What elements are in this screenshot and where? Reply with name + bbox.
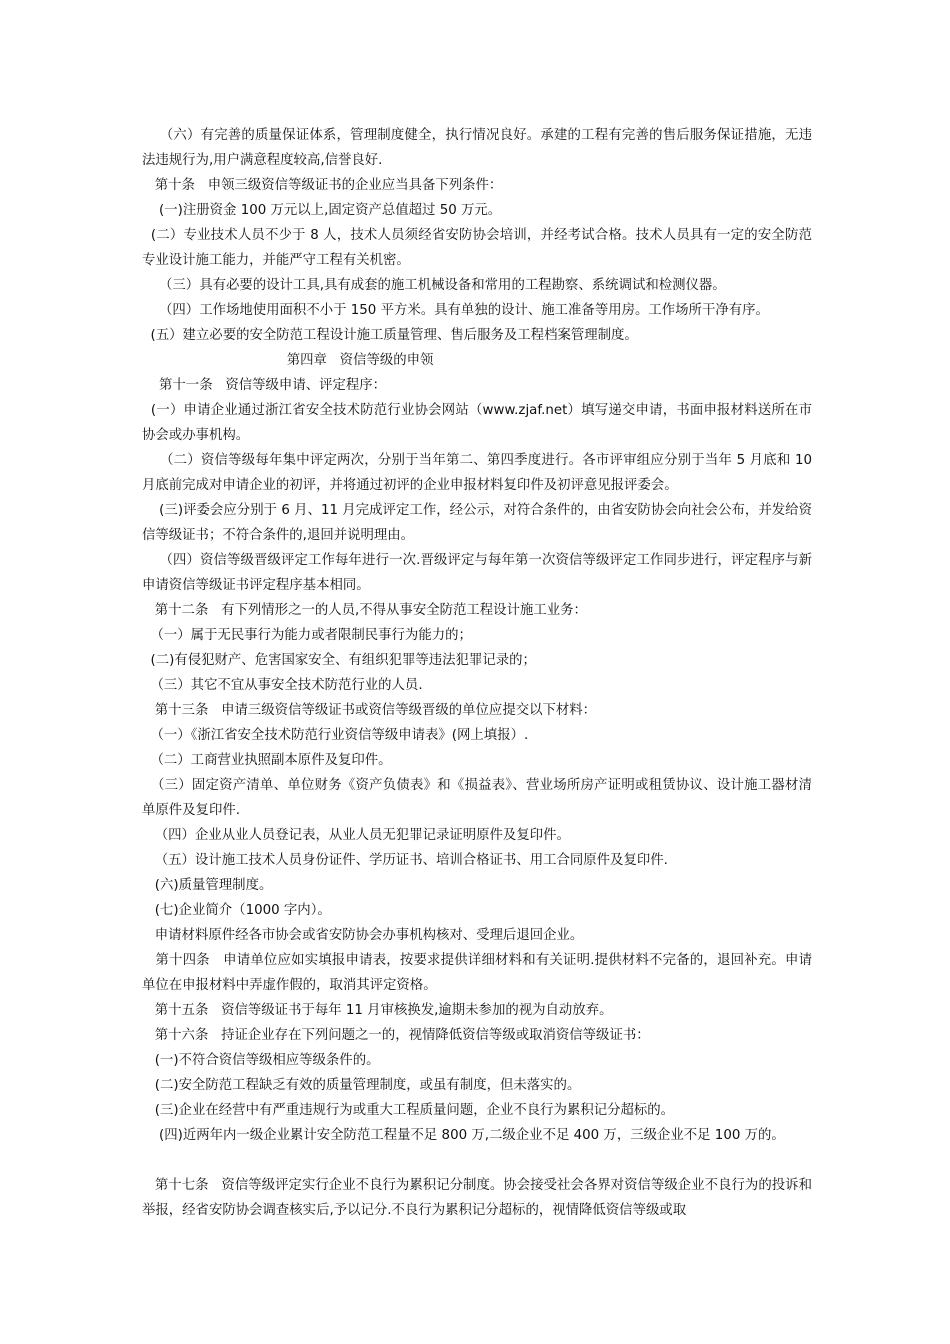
article-17: 第十七条 资信等级评定实行企业不良行为累积记分制度。协会接受社会各界对资信等级企业不良行为的投诉和举报，经省安防协会调查核实后,予以记分.不良行为累积记分超标的，视情降低资信等级或取: [142, 1178, 812, 1218]
material-3-assets: （三）固定资产清单、单位财务《资产负债表》和《损益表》、营业场所房产证明或租赁协议、设计施工器材清单原件及复印件.: [142, 778, 813, 818]
article-12-heading: 第十二条 有下列情形之一的人员,不得从事安全防范工程设计施工业务：: [142, 603, 587, 618]
condition-5-management: (五）建立必要的安全防范工程设计施工质量管理、售后服务及工程档案管理制度。: [142, 328, 638, 343]
condition-3-tools: （三）具有必要的设计工具,具有成套的施工机械设备和常用的工程勘察、系统调试和检测仪器。: [142, 278, 726, 293]
material-5-tech-staff-docs: （五）设计施工技术人员身份证件、学历证书、培训合格证书、用工合同原件及复印件.: [142, 853, 668, 868]
condition-4-workspace: （四）工作场地使用面积不小于 150 平方米。具有单独的设计、施工准备等用房。工作场所干净有序。: [142, 303, 769, 318]
material-1-application-form: （一）《浙江省安全技术防范行业资信等级申请表》(网上填报）.: [142, 728, 529, 743]
materials-return-note: 申请材料原件经各市协会或省安防协会办事机构核对、受理后退回企业。: [142, 928, 584, 943]
procedure-4-promotion: （四）资信等级晋级评定工作每年进行一次.晋级评定与每年第一次资信等级评定工作同步进行，评定程序与新申请资信等级证书评定程序基本相同。: [142, 553, 812, 593]
restriction-1: （一）属于无民事行为能力或者限制民事行为能力的；: [142, 628, 472, 643]
procedure-1-online-application: (一）申请企业通过浙江省安全技术防范行业协会网站（www.zjaf.net）填写递交申请，书面申报材料送所在市协会或办事机构。: [142, 403, 813, 443]
material-7-company-profile: (七)企业简介（1000 字内）。: [142, 903, 331, 918]
article-16-heading: 第十六条 持证企业存在下列问题之一的，视情降低资信等级或取消资信等级证书：: [142, 1028, 650, 1043]
restriction-3: （三）其它不宜从事安全技术防范行业的人员.: [142, 678, 423, 693]
article-15: 第十五条 资信等级证书于每年 11 月审核换发,逾期未参加的视为自动放弃。: [142, 1003, 613, 1018]
paragraph-6-quality-system: （六）有完善的质量保证体系，管理制度健全，执行情况良好。承建的工程有完善的售后服务保证措施，无违法违规行为,用户满意程度较高,信誉良好.: [142, 128, 812, 168]
article-13-heading: 第十三条 申请三级资信等级证书或资信等级晋级的单位应提交以下材料：: [142, 703, 597, 718]
material-6-quality-system: (六)质量管理制度。: [142, 878, 273, 893]
downgrade-4: (四)近两年内一级企业累计安全防范工程量不足 800 万,二级企业不足 400 万，三级企业不足 100 万的。: [142, 1128, 785, 1143]
article-10-heading: 第十条 申领三级资信等级证书的企业应当具备下列条件：: [142, 178, 503, 193]
downgrade-3: (三)企业在经营中有严重违规行为或重大工程质量问题，企业不良行为累积记分超标的。: [142, 1103, 675, 1118]
downgrade-2: (二)安全防范工程缺乏有效的质量管理制度，或虽有制度，但未落实的。: [142, 1078, 581, 1093]
material-4-staff-register: （四）企业从业人员登记表，从业人员无犯罪记录证明原件及复印件。: [142, 828, 570, 843]
downgrade-1: (一)不符合资信等级相应等级条件的。: [142, 1053, 380, 1068]
condition-1-capital: (一)注册资金 100 万元以上,固定资产总值超过 50 万元。: [142, 203, 502, 218]
restriction-2: (二)有侵犯财产、危害国家安全、有组织犯罪等违法犯罪记录的；: [142, 653, 536, 668]
condition-2-staff: (二）专业技术人员不少于 8 人，技术人员须经省安防协会培训，并经考试合格。技术人员具有一定的安全防范专业设计施工能力，并能严守工程有关机密。: [142, 228, 812, 268]
procedure-3-committee: (三)评委会应分别于 6 月、11 月完成评定工作，经公示，对符合条件的，由省安防协会向社会公布，并发给资信等级证书；不符合条件的,退回并说明理由。: [142, 503, 812, 543]
material-2-business-license: （二）工商营业执照副本原件及复印件。: [142, 753, 392, 768]
chapter-4-title: 第四章 资信等级的申领: [142, 353, 434, 368]
procedure-2-evaluation-schedule: （二）资信等级每年集中评定两次，分别于当年第二、第四季度进行。各市评审组应分别于当年 5 月底和 10 月底前完成对申请企业的初评，并将通过初评的企业申报材料复印件及初评意见报评委会。: [142, 453, 817, 493]
article-11-heading: 第十一条 资信等级申请、评定程序：: [142, 378, 387, 393]
article-14: 第十四条 申请单位应如实填报申请表，按要求提供详细材料和有关证明.提供材料不完备的，退回补充。申请单位在申报材料中弄虚作假的，取消其评定资格。: [142, 953, 812, 993]
